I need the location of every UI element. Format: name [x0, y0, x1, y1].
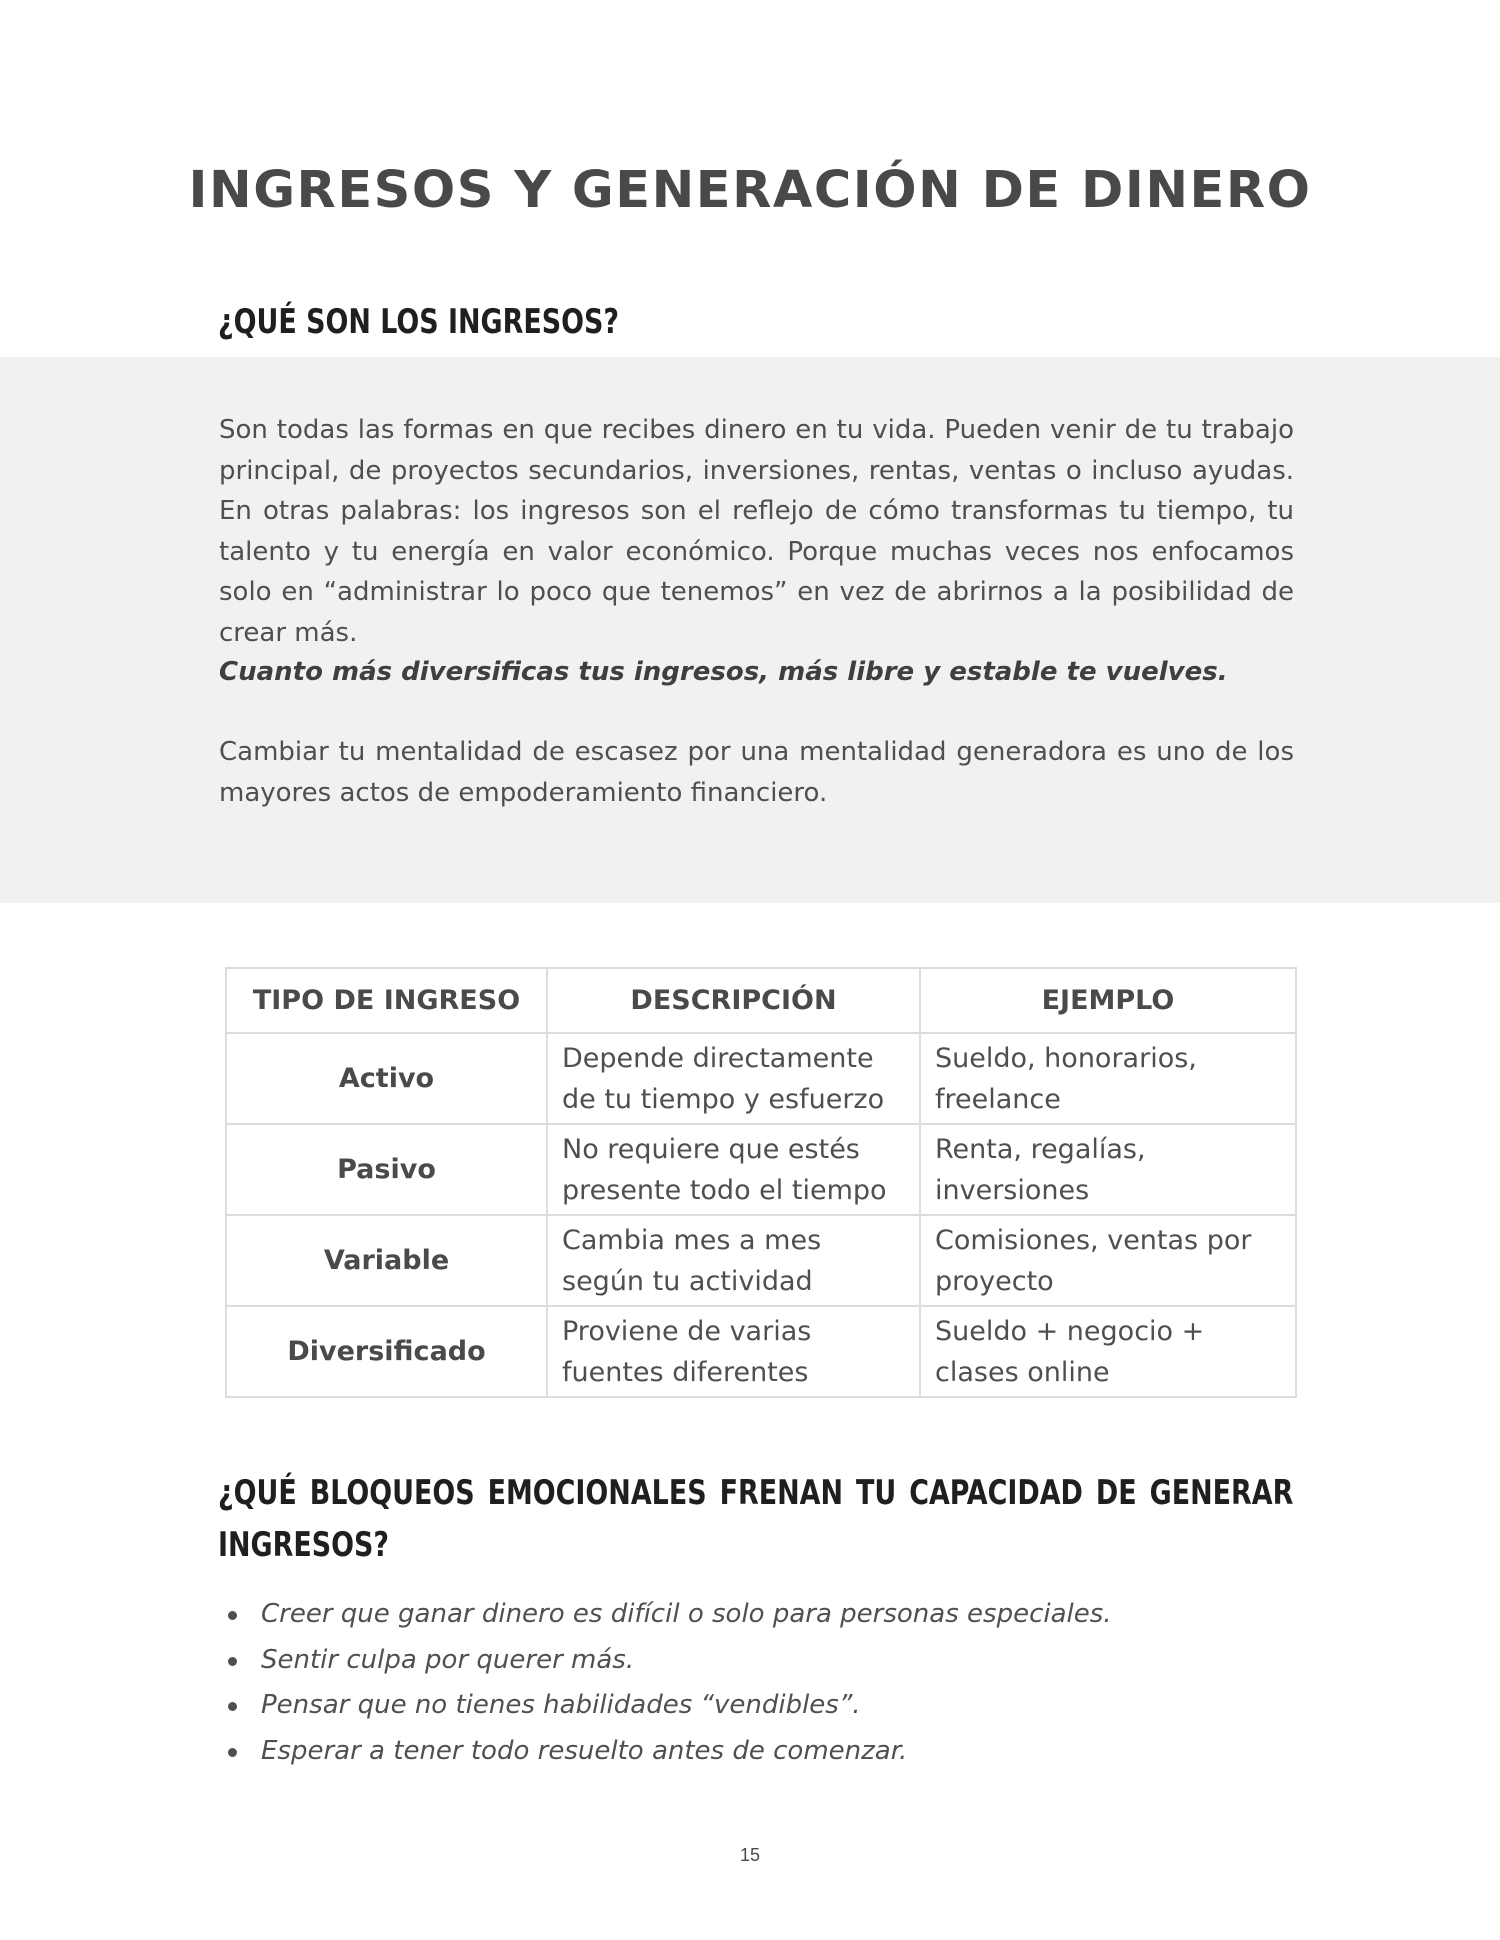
table-header-type: TIPO DE INGRESO	[226, 968, 547, 1033]
table-cell-description: No requiere que estés presente todo el tiempo	[547, 1124, 920, 1215]
table-cell-example: Renta, regalías, inversiones	[920, 1124, 1296, 1215]
table-cell-example: Sueldo + negocio + clases online	[920, 1306, 1296, 1397]
bullet-icon	[228, 1657, 237, 1666]
bullet-icon	[228, 1611, 237, 1620]
closing-paragraph: Cambiar tu mentalidad de escasez por una mentalidad generadora es uno de los mayores actos de empoderamiento financiero.	[219, 737, 1294, 808]
page-title: INGRESOS Y GENERACIÓN DE DINERO	[188, 161, 1312, 220]
bullet-icon	[228, 1702, 237, 1711]
table-cell-description: Depende directamente de tu tiempo y esfuerzo	[547, 1033, 920, 1124]
list-item-text: Creer que ganar dinero es difícil o solo para personas especiales.	[261, 1599, 1112, 1629]
list-item-text: Esperar a tener todo resuelto antes de comenzar.	[261, 1735, 908, 1766]
table-row	[226, 1033, 1296, 1124]
table-cell-type: Activo	[226, 1033, 547, 1124]
page-number: 15	[739, 1845, 761, 1865]
table-header-description: DESCRIPCIÓN	[547, 968, 920, 1033]
list-item-text: Sentir culpa por querer más.	[261, 1644, 635, 1675]
table-header-example: EJEMPLO	[920, 968, 1296, 1033]
table-row	[226, 1124, 1296, 1215]
table-cell-example: Sueldo, honorarios, freelance	[920, 1033, 1296, 1124]
table-cell-description: Cambia mes a mes según tu actividad	[547, 1215, 920, 1306]
table-header-row	[226, 968, 1296, 1033]
table-row	[226, 1215, 1296, 1306]
emotional-blocks-list	[218, 1592, 1298, 1774]
list-item	[218, 1638, 1298, 1684]
table-cell-description: Proviene de varias fuentes diferentes	[547, 1306, 920, 1397]
table-cell-type: Pasivo	[226, 1124, 547, 1215]
section-heading-emotional-blocks: ¿QUÉ BLOQUEOS EMOCIONALES FRENAN TU CAPACIDAD DE GENERAR INGRESOS?	[218, 1473, 1294, 1565]
list-item	[218, 1729, 1298, 1775]
list-item-text: Pensar que no tienes habilidades “vendibles”.	[261, 1690, 861, 1720]
list-item	[218, 1683, 1298, 1729]
table-cell-type: Diversificado	[226, 1306, 547, 1397]
intro-paragraph: Son todas las formas en que recibes dinero en tu vida. Pueden venir de tu trabajo principal, de proyectos secundarios, inversiones, rentas, ventas o incluso ayudas. En otras palabras: los ingresos son el reflejo de cómo transformas tu tiempo, tu talento y tu energía en valor económico. Porque muchas veces nos enfocamos solo en “administrar lo poco que tenemos” en vez de abrirnos a la posibilidad de crear más.	[219, 415, 1294, 648]
income-types-table	[225, 967, 1297, 1398]
table-cell-type: Variable	[226, 1215, 547, 1306]
list-item	[218, 1592, 1298, 1638]
table-cell-example: Comisiones, ventas por proyecto	[920, 1215, 1296, 1306]
bullet-icon	[228, 1748, 237, 1757]
highlight-statement: Cuanto más diversificas tus ingresos, más libre y estable te vuelves.	[219, 657, 1228, 687]
section-heading-what-are-incomes: ¿QUÉ SON LOS INGRESOS?	[218, 302, 620, 342]
table-row	[226, 1306, 1296, 1397]
